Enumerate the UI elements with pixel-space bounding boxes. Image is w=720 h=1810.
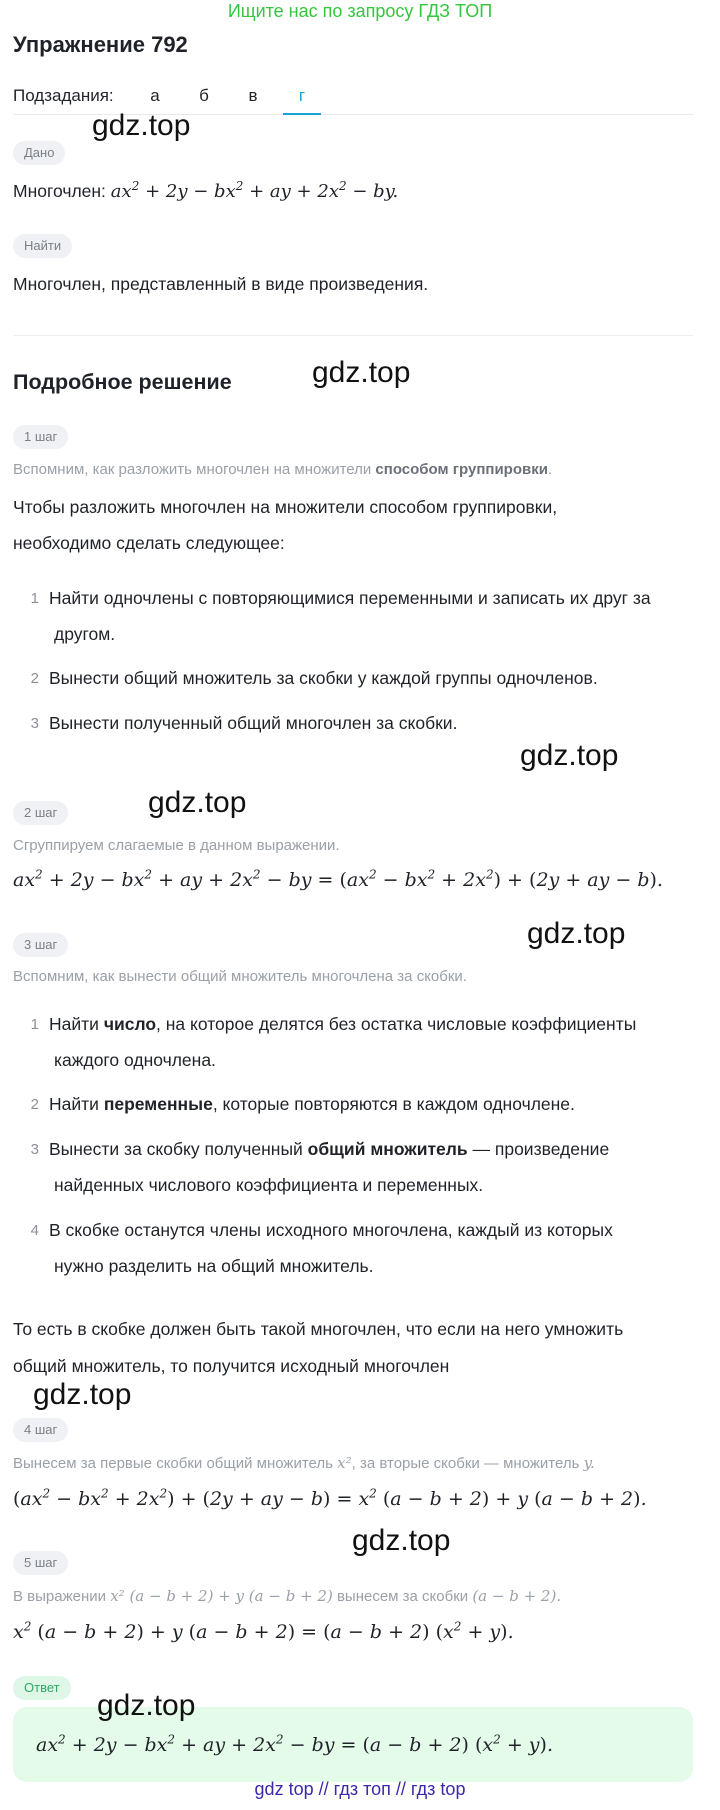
list-item: Найти число, на которое делятся без остатка числовые коэффициенты	[49, 1014, 637, 1034]
list-number: 3	[30, 715, 39, 732]
list-item: Вынести за скобку полученный общий множитель — произведение	[49, 1139, 610, 1159]
step5-hint: В выражении x² (a − b + 2) + y (a − b + 2) вынесем за скобки (a − b + 2).	[13, 1587, 562, 1605]
step2-pill: 2 шаг	[13, 801, 68, 825]
answer-pill: Ответ	[13, 1676, 71, 1700]
watermark: gdz.top	[312, 356, 411, 389]
section-divider	[13, 335, 693, 336]
list-item: В скобке останутся члены исходного многочлена, каждый из которых	[49, 1220, 613, 1240]
step3-hint: Вспомним, как вынести общий множитель многочлена за скобки.	[13, 968, 467, 985]
step4-pill: 4 шаг	[13, 1418, 68, 1442]
promo-banner: Ищите нас по запросу ГДЗ ТОП	[227, 1, 493, 21]
find-text: Многочлен, представленный в виде произведения.	[13, 274, 429, 294]
step2-hint: Сгруппируем слагаемые в данном выражении.	[13, 837, 340, 854]
step1-pill: 1 шаг	[13, 425, 68, 449]
step5-pill: 5 шаг	[13, 1551, 68, 1575]
answer-expression: $ax^2 + 2y - bx^2$ + ay + $2x^2$ − by = (a − b + 2) $(x^2 + y)$.	[36, 1732, 553, 1756]
footer-links[interactable]: gdz top // гдз топ // гдз top	[254, 1779, 466, 1799]
step3-summary-2: общий множитель, то получится исходный многочлен	[13, 1356, 450, 1376]
watermark: gdz.top	[33, 1378, 132, 1411]
step1-line1: Чтобы разложить многочлен на множители способом группировки,	[13, 497, 558, 517]
solution-title: Подробное решение	[13, 370, 232, 394]
find-pill: Найти	[13, 234, 72, 258]
step5-expression: $x^2$ (a − b + 2) + y (a − b + 2) = (a − b + 2) $(x^2 + y)$.	[13, 1619, 514, 1643]
list-number: 1	[30, 590, 39, 607]
given-text	[13, 180, 398, 204]
step4-expression: $(ax^2 - bx^2 + 2x^2) + (2y$ + ay − $b) = x^2$ (a − b + 2) + y (a − b + 2).	[13, 1486, 647, 1510]
active-tab-indicator	[283, 113, 321, 115]
step1-line2: необходимо сделать следующее:	[13, 533, 285, 553]
step3-pill: 3 шаг	[13, 933, 68, 957]
step3-summary-1: То есть в скобке должен быть такой многочлен, что если на него умножить	[13, 1319, 624, 1339]
watermark: gdz.top	[520, 739, 619, 772]
watermark: gdz.top	[148, 786, 247, 819]
list-item-cont: нужно разделить на общий множитель.	[54, 1256, 374, 1276]
step2-expression: $ax^2 + 2y - bx^2$ + ay + $2x^2$ − by = $(ax^2 - bx^2 + 2x^2) + (2y$ + ay − b).	[13, 867, 663, 891]
list-number: 2	[30, 670, 39, 687]
subtasks-label: Подзадания:	[13, 86, 114, 105]
watermark: gdz.top	[92, 109, 191, 142]
list-item: Найти переменные, которые повторяются в каждом одночлене.	[49, 1094, 575, 1114]
given-pill: Дано	[13, 141, 65, 165]
watermark: gdz.top	[97, 1689, 196, 1722]
watermark: gdz.top	[527, 917, 626, 950]
tab-a[interactable]: а	[150, 86, 160, 105]
tab-v[interactable]: в	[248, 86, 258, 105]
step1-hint: Вспомним, как разложить многочлен на множители способом группировки.	[13, 461, 553, 478]
given-expression: $ax^2 + 2y - bx^2$ + ay + $2x^2$ − by.	[110, 179, 399, 202]
step4-hint: Вынесем за первые скобки общий множитель x², за вторые скобки — множитель y.	[13, 1454, 595, 1472]
watermark: gdz.top	[352, 1524, 451, 1557]
list-item-cont: каждого одночлена.	[54, 1050, 216, 1070]
list-number: 2	[30, 1096, 39, 1113]
list-number: 3	[30, 1141, 39, 1158]
tab-g[interactable]: г	[298, 86, 306, 105]
list-item: Найти одночлены с повторяющимися переменными и записать их друг за	[49, 588, 651, 608]
list-item-cont: другом.	[54, 624, 116, 644]
page-title: Упражнение 792	[13, 32, 188, 57]
list-number: 1	[30, 1016, 39, 1033]
list-number: 4	[30, 1222, 39, 1239]
given-label: Многочлен:	[13, 181, 106, 201]
list-item-cont: найденных числового коэффициента и переменных.	[54, 1175, 484, 1195]
list-item: Вынести общий множитель за скобки у каждой группы одночленов.	[49, 668, 598, 688]
list-item: Вынести полученный общий многочлен за скобки.	[49, 713, 458, 733]
tab-b[interactable]: б	[199, 86, 209, 105]
